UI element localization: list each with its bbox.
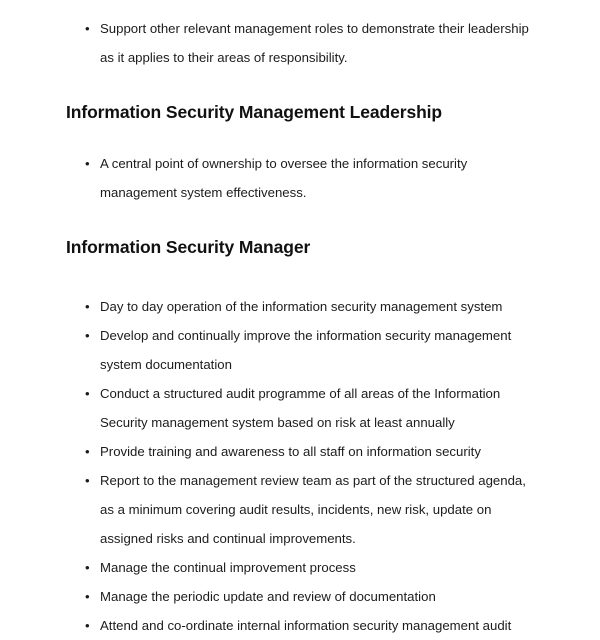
section-heading-information-security-management-leadership: Information Security Management Leadership (66, 102, 443, 122)
heading-spacer-2 (0, 262, 600, 292)
section-heading-information-security-manager: Information Security Manager (66, 237, 311, 257)
list-item (0, 582, 600, 611)
bullet-icon: • (85, 21, 90, 36)
bullet-list-intro-continued (0, 14, 600, 72)
list-item (0, 321, 600, 379)
list-item-text: Develop and continually improve the information security management system documentation (100, 328, 512, 372)
list-item-text: Report to the management review team as part of the structured agenda, as a minimum covering audit results, incidents, new risk, update on assigned risks and continual improvements. (100, 473, 526, 546)
list-item-text: Manage the periodic update and review of documentation (100, 589, 436, 604)
heading-spacer-1 (0, 127, 600, 149)
list-item (0, 149, 600, 207)
list-item (0, 379, 600, 437)
section-spacer-2 (0, 207, 600, 233)
list-item (0, 437, 600, 466)
list-item-text: Conduct a structured audit programme of all areas of the Information Security management system based on risk at least annually (100, 386, 501, 430)
bullet-list-information-security-management-leadership (0, 149, 600, 207)
list-item-text: Manage the continual improvement process (100, 560, 356, 575)
list-item (0, 611, 600, 640)
list-item (0, 553, 600, 582)
section-spacer-1 (0, 72, 600, 98)
list-item (0, 292, 600, 321)
bullet-icon: • (85, 444, 90, 459)
list-item (0, 466, 600, 553)
bullet-icon: • (85, 299, 90, 314)
bullet-icon: • (85, 560, 90, 575)
bullet-icon: • (85, 328, 90, 343)
bullet-icon: • (85, 589, 90, 604)
list-item-text: A central point of ownership to oversee the information security management system effectiveness. (100, 156, 468, 200)
bullet-list-information-security-manager (0, 292, 600, 640)
list-item-text: Support other relevant management roles to demonstrate their leadership as it applies to their areas of responsibility. (100, 21, 529, 65)
bullet-icon: • (85, 156, 90, 171)
list-item-text: Attend and co-ordinate internal information security management audit (100, 618, 512, 633)
list-item-text: Provide training and awareness to all staff on information security (100, 444, 481, 459)
bullet-icon: • (85, 618, 90, 633)
list-item-text: Day to day operation of the information security management system (100, 299, 503, 314)
top-spacer (0, 0, 600, 14)
bullet-icon: • (85, 386, 90, 401)
bullet-icon: • (85, 473, 90, 488)
list-item (0, 14, 600, 72)
